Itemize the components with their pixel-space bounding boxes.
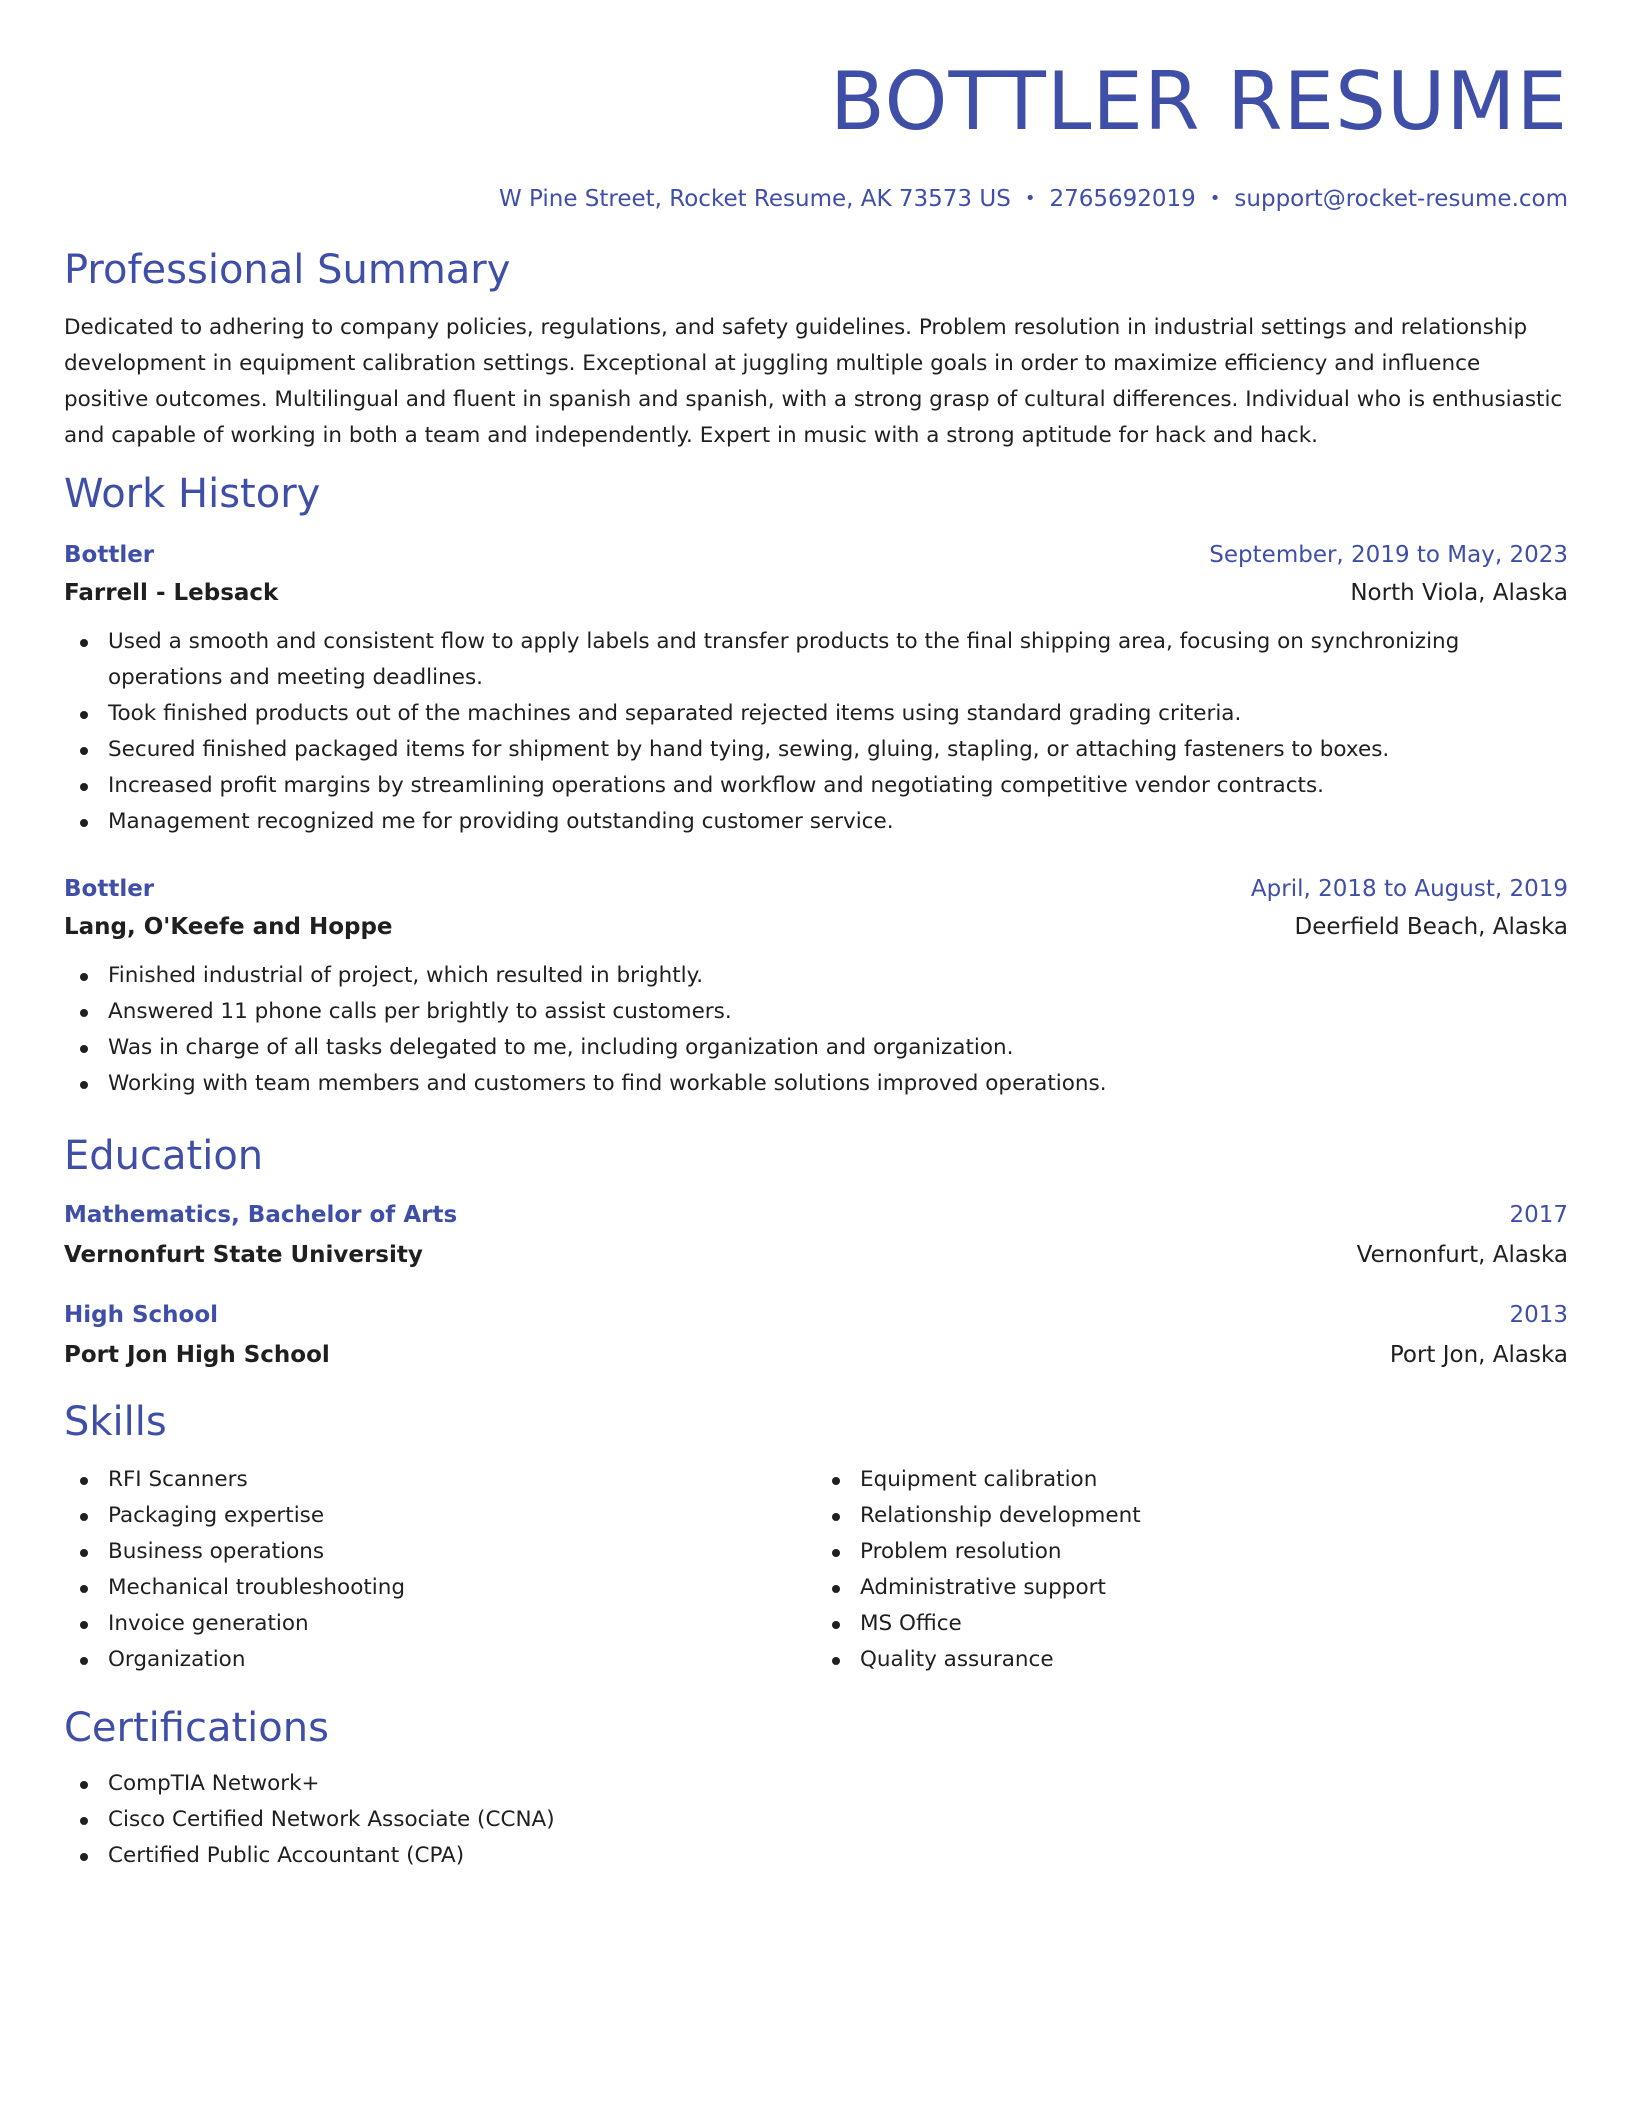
contact-phone: 2765692019 xyxy=(1049,186,1196,212)
skills-grid xyxy=(64,1462,1568,1678)
education-degree: High School xyxy=(64,1302,219,1328)
education-location: Port Jon, Alaska xyxy=(1389,1342,1568,1368)
job-bullet: Management recognized me for providing outstanding customer service. xyxy=(80,804,1568,840)
section-title-education: Education xyxy=(64,1133,264,1179)
job-bullet: Answered 11 phone calls per brightly to assist customers. xyxy=(80,994,1568,1030)
section-title-work-history: Work History xyxy=(64,471,321,517)
job-company: Lang, O'Keefe and Hoppe xyxy=(64,914,393,940)
job-location: Deerfield Beach, Alaska xyxy=(1294,914,1568,940)
job-bullet: Was in charge of all tasks delegated to me, including organization and organization. xyxy=(80,1030,1568,1066)
job-bullet: Increased profit margins by streamlining operations and workflow and negotiating competitive vendor contracts. xyxy=(80,768,1568,804)
skill-item: Organization xyxy=(80,1642,816,1678)
section-title-summary: Professional Summary xyxy=(64,247,511,293)
skill-item: Relationship development xyxy=(832,1498,1568,1534)
job-title: Bottler xyxy=(64,542,155,568)
job-header-row xyxy=(64,540,1568,570)
skill-item: Invoice generation xyxy=(80,1606,816,1642)
job-bullets xyxy=(80,624,1568,840)
education-school: Vernonfurt State University xyxy=(64,1242,423,1268)
contact-email: support@rocket-resume.com xyxy=(1234,186,1568,212)
contact-line xyxy=(64,184,1568,216)
skills-list-right xyxy=(832,1462,1568,1678)
certification-item: CompTIA Network+ xyxy=(80,1766,1568,1802)
job-dates: September, 2019 to May, 2023 xyxy=(1209,542,1568,568)
contact-separator: • xyxy=(1209,188,1221,209)
job-bullet: Secured finished packaged items for shipment by hand tying, sewing, gluing, stapling, or attaching fasteners to boxes. xyxy=(80,732,1568,768)
job-location: North Viola, Alaska xyxy=(1350,580,1568,606)
skill-item: Problem resolution xyxy=(832,1534,1568,1570)
education-header-row xyxy=(64,1200,1568,1230)
job-entry xyxy=(64,874,1568,1102)
education-entry xyxy=(64,1300,1568,1370)
job-title: Bottler xyxy=(64,876,155,902)
skill-item: Business operations xyxy=(80,1534,816,1570)
education-entry xyxy=(64,1200,1568,1270)
skill-item: Equipment calibration xyxy=(832,1462,1568,1498)
skill-item: Packaging expertise xyxy=(80,1498,816,1534)
skills-list-left xyxy=(80,1462,816,1678)
section-title-skills: Skills xyxy=(64,1399,167,1445)
contact-address: W Pine Street, Rocket Resume, AK 73573 US xyxy=(498,186,1011,212)
job-header-row xyxy=(64,874,1568,904)
education-school: Port Jon High School xyxy=(64,1342,330,1368)
skill-item: Quality assurance xyxy=(832,1642,1568,1678)
education-location: Vernonfurt, Alaska xyxy=(1356,1242,1568,1268)
skill-item: RFI Scanners xyxy=(80,1462,816,1498)
contact-separator: • xyxy=(1024,188,1036,209)
summary-text: Dedicated to adhering to company policies, regulations, and safety guidelines. Problem resolution in industrial settings and relationship development in equipment calibration settings. Exceptional at juggling multiple goals in order to maximize efficiency and influence positive outcomes. Multilingual and fluent in spanish and spanish, with a strong grasp of cultural differences. Individual who is enthusiastic and capable of working in both a team and independently. Expert in music with a strong aptitude for hack and hack. xyxy=(64,315,1563,448)
certification-item: Cisco Certified Network Associate (CCNA) xyxy=(80,1802,1568,1838)
job-dates: April, 2018 to August, 2019 xyxy=(1250,876,1568,902)
job-company-row xyxy=(64,912,1568,942)
job-bullet: Finished industrial of project, which resulted in brightly. xyxy=(80,958,1568,994)
education-school-row xyxy=(64,1340,1568,1370)
job-entry xyxy=(64,540,1568,840)
section-title-certifications: Certifications xyxy=(64,1705,329,1751)
certifications-list xyxy=(80,1766,1568,1874)
resume-name: BOTTLER RESUME xyxy=(830,55,1568,148)
education-degree: Mathematics, Bachelor of Arts xyxy=(64,1202,458,1228)
education-header-row xyxy=(64,1300,1568,1330)
education-year: 2017 xyxy=(1509,1202,1568,1228)
resume-page xyxy=(64,0,1568,1874)
education-school-row xyxy=(64,1240,1568,1270)
job-company-row xyxy=(64,578,1568,608)
job-bullets xyxy=(80,958,1568,1102)
skill-item: Mechanical troubleshooting xyxy=(80,1570,816,1606)
certification-item: Certified Public Accountant (CPA) xyxy=(80,1838,1568,1874)
job-company: Farrell - Lebsack xyxy=(64,580,279,606)
skill-item: Administrative support xyxy=(832,1570,1568,1606)
skill-item: MS Office xyxy=(832,1606,1568,1642)
job-bullet: Took finished products out of the machines and separated rejected items using standard grading criteria. xyxy=(80,696,1568,732)
job-bullet: Working with team members and customers to find workable solutions improved operations. xyxy=(80,1066,1568,1102)
job-bullet: Used a smooth and consistent flow to apply labels and transfer products to the final shipping area, focusing on synchronizing operations and meeting deadlines. xyxy=(80,624,1568,696)
education-year: 2013 xyxy=(1509,1302,1568,1328)
